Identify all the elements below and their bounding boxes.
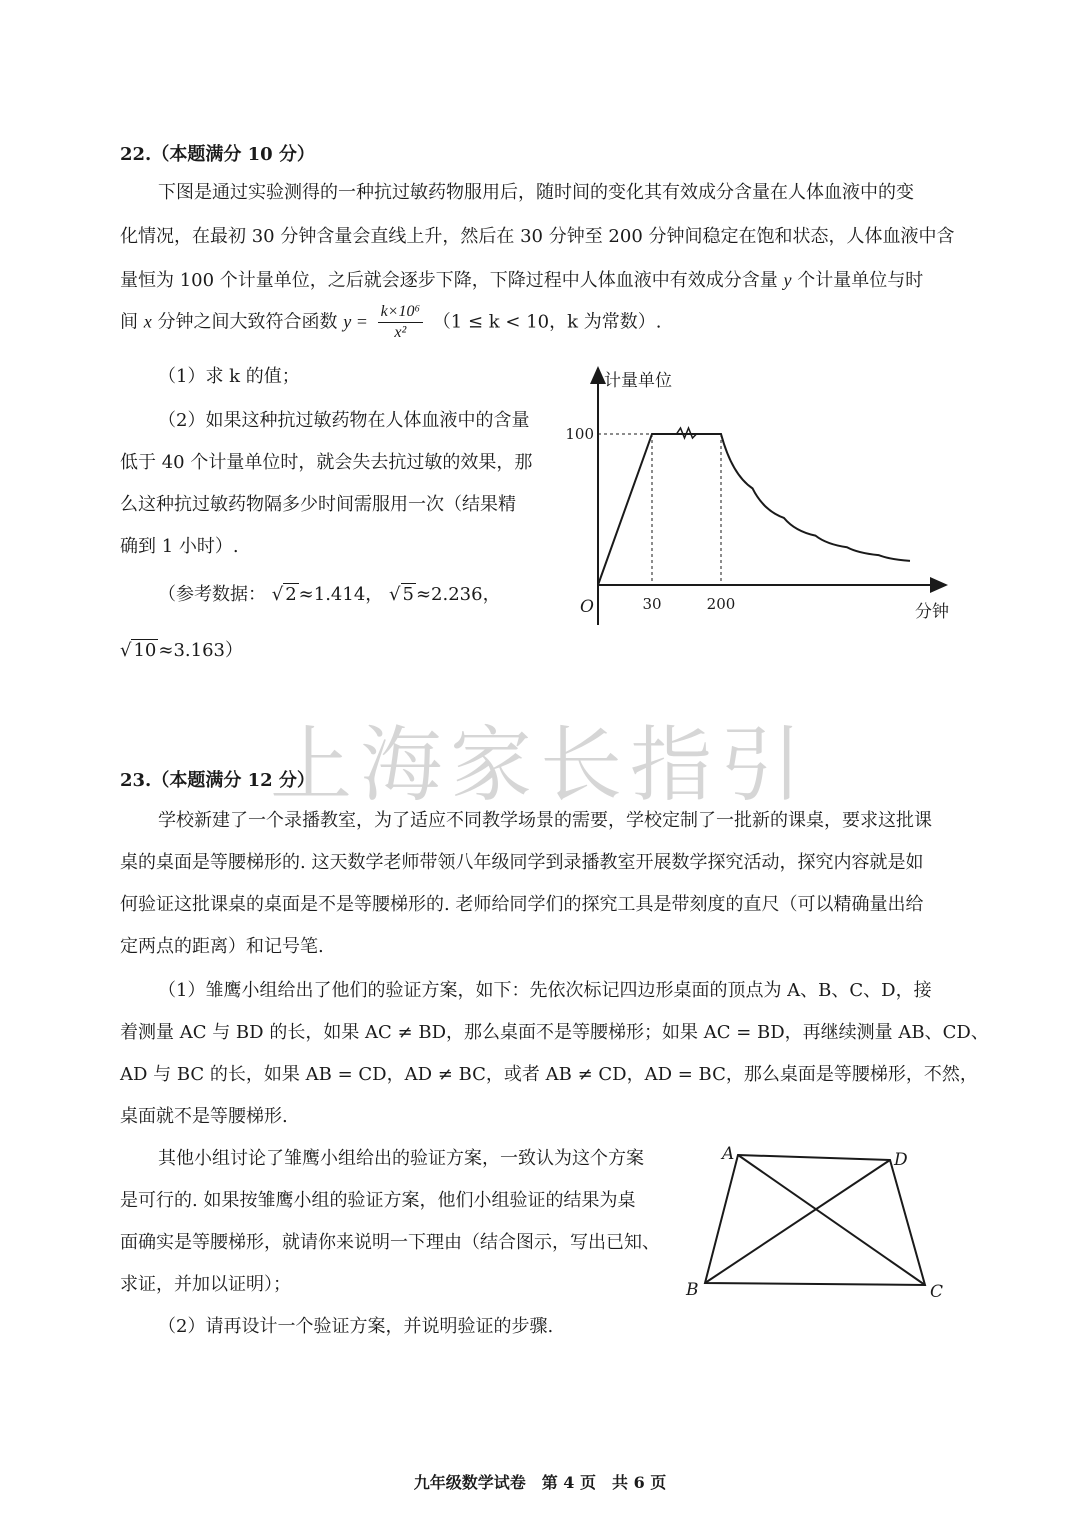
ref2-sqrt: √ 5 — [389, 584, 414, 605]
ref2-value: ≈2.236， — [415, 584, 501, 605]
y-tick-100: 100 — [565, 425, 594, 443]
q23-sub1-line4: 桌面就不是等腰梯形. — [120, 1106, 288, 1127]
watermark: 上海家长指引 — [270, 718, 811, 813]
q22-sub2-line2: 低于 40 个计量单位时，就会失去抗过敏的效果，那 — [120, 452, 533, 473]
ref1-sqrt: √ 2 — [271, 584, 297, 605]
q22-para-line4a: 间 — [120, 311, 138, 333]
x-tick-30: 30 — [642, 595, 662, 613]
q23-other-line4: 求证，并加以证明）； — [120, 1274, 291, 1295]
q22-sub1: （1）求 k 的值； — [158, 366, 300, 387]
q23-other-line2: 是可行的. 如果按雏鹰小组的验证方案，他们小组验证的结果为桌 — [120, 1190, 636, 1211]
q22-para-line4b: 分钟之间大致符合函数 — [157, 311, 338, 333]
trapezoid-figure — [680, 1135, 960, 1310]
q22-sub2-line3: 么这种抗过敏药物隔多少时间需服用一次（结果精 — [120, 494, 516, 515]
q22-sub2-line1: （2）如果这种抗过敏药物在人体血液中的含量 — [158, 410, 530, 431]
q22-reference-line1 — [158, 580, 501, 606]
vertex-label-c: C — [930, 1282, 944, 1302]
q22-heading: 22.（本题满分 10 分） — [120, 144, 315, 165]
var-y: y — [783, 270, 792, 290]
q23-para-line3: 何验证这批课桌的桌面是不是等腰梯形的. 老师给同学们的探究工具是带刻度的直尺（可以精确量出给 — [120, 894, 924, 915]
diagonal-ac — [738, 1155, 925, 1285]
ref3-sqrt: √ 10 — [120, 640, 157, 661]
y-axis-label: 计量单位 — [604, 371, 672, 391]
ref1-value: ≈1.414， — [298, 584, 384, 605]
x-tick-200: 200 — [706, 595, 736, 613]
q22-para-line1: 下图是通过实验测得的一种抗过敏药物服用后，随时间的变化其有效成分含量在人体血液中的变 — [158, 182, 914, 203]
content-curve — [598, 434, 910, 585]
trapezoid-outline — [705, 1155, 925, 1285]
vertex-label-d: D — [894, 1150, 908, 1170]
q22-para-line2: 化情况，在最初 30 分钟含量会直线上升，然后在 30 分钟至 200 分钟间稳定在饱和状态，人体血液中含 — [120, 226, 955, 247]
ref3-radicand: 10 — [133, 640, 157, 661]
x-axis-label: 分钟 — [915, 602, 949, 622]
q22-reference-line2 — [120, 636, 243, 662]
ref3-value: ≈3.163） — [158, 640, 244, 661]
var-x: x — [143, 311, 152, 332]
formula-fraction — [378, 302, 423, 343]
q23-para-line4: 定两点的距离）和记号笔. — [120, 936, 324, 957]
q23-heading: 23.（本题满分 12 分） — [120, 770, 315, 791]
origin-label: O — [580, 597, 594, 617]
q23-para-line1: 学校新建了一个录播教室，为了适应不同教学场景的需要，学校定制了一批新的课桌，要求这批课 — [158, 810, 932, 831]
formula-numerator: k×10⁶ — [378, 302, 423, 323]
q23-other-line3: 面确实是等腰梯形，就请你来说明一下理由（结合图示，写出已知、 — [120, 1232, 660, 1253]
q23-para-line2: 桌的桌面是等腰梯形的. 这天数学老师带领八年级同学到录播教室开展数学探究活动，探究内容就是如 — [120, 852, 924, 873]
q22-para-line4 — [120, 302, 661, 343]
vertex-label-a: A — [722, 1144, 735, 1164]
formula-lhs: y = — [343, 311, 368, 332]
q22-para-line4c: （1 ≤ k < 10，k 为常数）. — [432, 311, 662, 333]
q23-other-line1: 其他小组讨论了雏鹰小组给出的验证方案，一致认为这个方案 — [158, 1148, 644, 1169]
q23-sub2: （2）请再设计一个验证方案，并说明验证的步骤. — [158, 1316, 554, 1337]
q22-sub2-line4: 确到 1 小时）. — [120, 536, 239, 557]
q23-sub1-line1: （1）雏鹰小组给出了他们的验证方案，如下：先依次标记四边形桌面的顶点为 A、B、C、D，接 — [158, 980, 932, 1001]
ref-label: （参考数据： — [158, 584, 266, 605]
page-footer: 九年级数学试卷 第 4 页 共 6 页 — [413, 1473, 667, 1492]
formula-denominator: x² — [394, 324, 407, 341]
q22-para-line3b: 个计量单位与时 — [797, 270, 924, 291]
ref2-radicand: 5 — [402, 584, 414, 605]
q23-sub1-line2: 着测量 AC 与 BD 的长，如果 AC ≠ BD，那么桌面不是等腰梯形；如果 AC = BD，再继续测量 AB、CD、 — [120, 1022, 989, 1043]
q23-sub1-line3: AD 与 BC 的长，如果 AB = CD，AD ≠ BC，或者 AB ≠ CD，AD = BC，那么桌面是等腰梯形，不然， — [120, 1064, 978, 1085]
q22-para-line3a: 量恒为 100 个计量单位，之后就会逐步下降，下降过程中人体血液中有效成分含量 — [120, 270, 778, 291]
ref1-radicand: 2 — [285, 584, 297, 605]
vertex-label-b: B — [686, 1280, 699, 1300]
q22-para-line3 — [120, 266, 923, 292]
q22-chart — [560, 360, 970, 635]
